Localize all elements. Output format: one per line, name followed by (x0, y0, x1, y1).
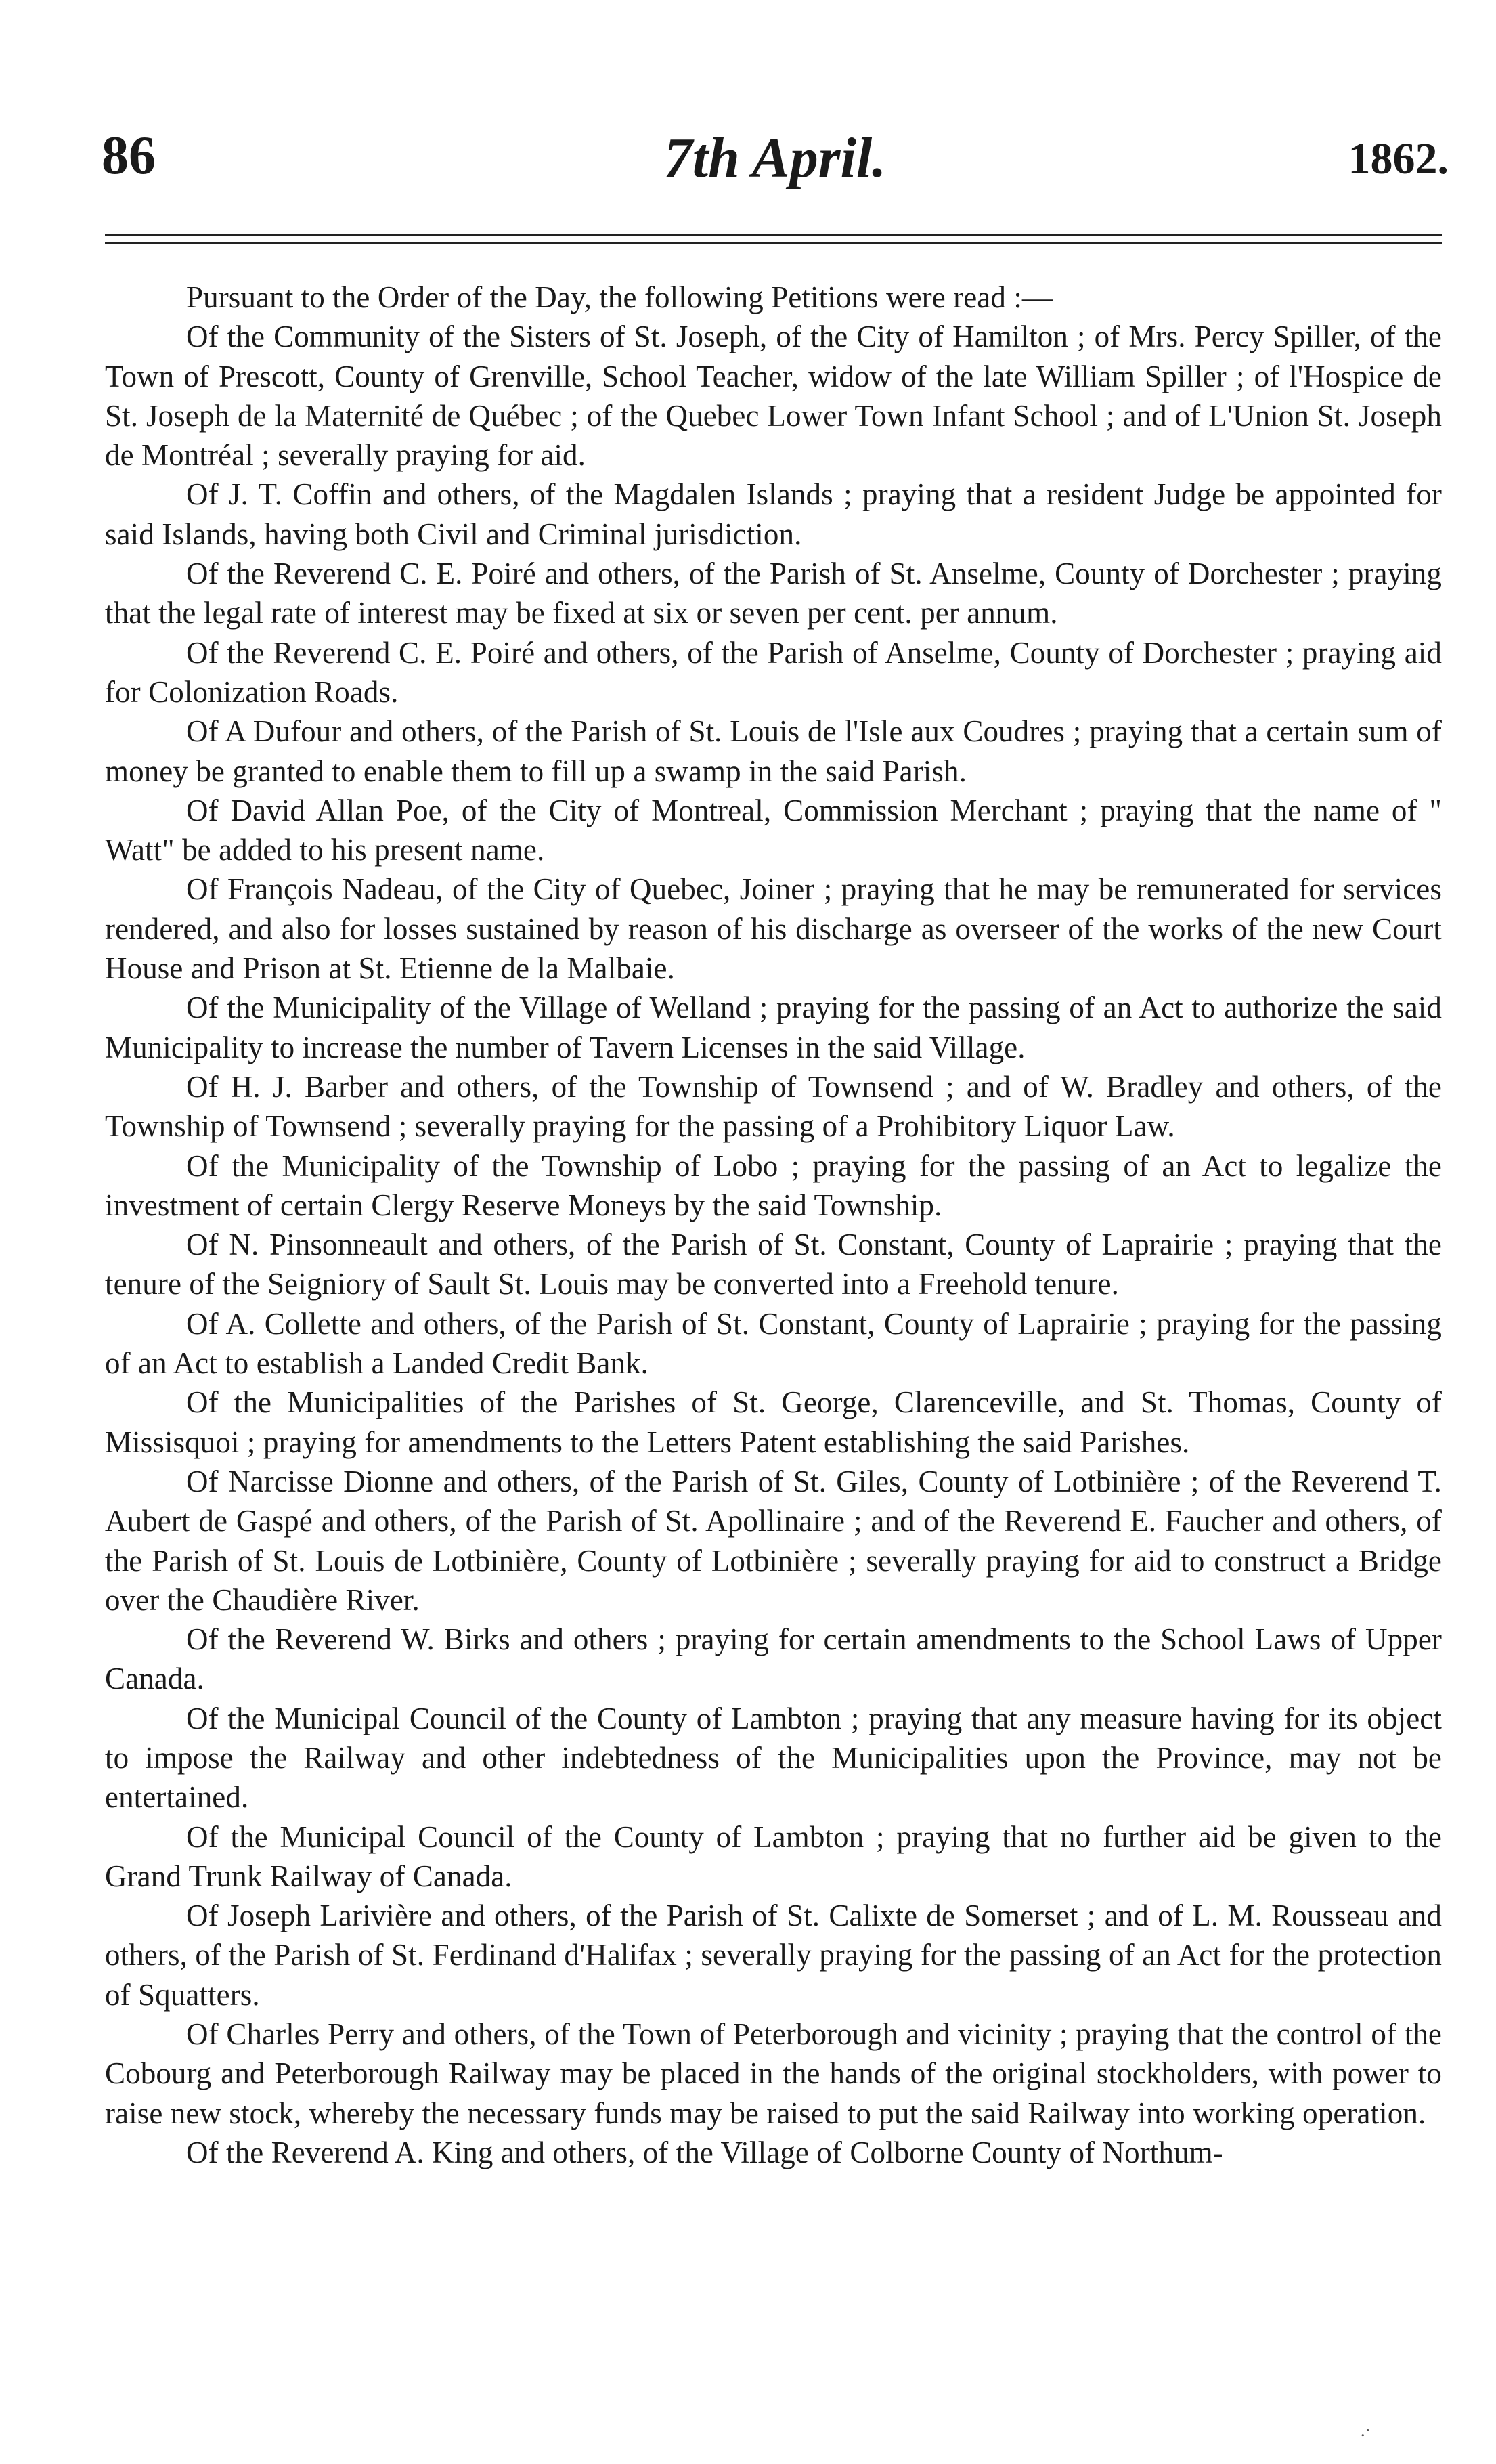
petition-paragraph: Of the Reverend C. E. Poiré and others, of the Parish of St. Anselme, County of Dorchester ; praying that the legal rate of interest may be fixed at six or seven per cent. per annum. (105, 557, 1442, 630)
petition-paragraph: Of Joseph Larivière and others, of the Parish of St. Calixte de Somerset ; and of L. M. Rousseau and others, of the Parish of St. Ferdinand d'Halifax ; severally praying for the passing of an Act for the protection of Squatters. (105, 1899, 1442, 2012)
page-header (102, 125, 1449, 200)
petition-paragraph: Of the Municipalities of the Parishes of St. George, Clarenceville, and St. Thomas, County of Missisquoi ; praying for amendments to the Letters Patent establishing the said Parishes. (105, 1385, 1442, 1459)
petition-paragraph: Of J. T. Coffin and others, of the Magdalen Islands ; praying that a resident Judge be appointed for said Islands, having both Civil and Criminal jurisdiction. (105, 477, 1442, 551)
printer-mark: .· (1361, 2421, 1371, 2440)
petition-paragraph: Of François Nadeau, of the City of Quebec, Joiner ; praying that he may be remunerated for services rendered, and also for losses sustained by reason of his discharge as overseer of the works of the new Court House and Prison at St. Etienne de la Malbaie. (105, 872, 1442, 986)
petition-paragraph: Of A Dufour and others, of the Parish of St. Louis de l'Isle aux Coudres ; praying that a certain sum of money be granted to enable them to fill up a swamp in the said Parish. (105, 714, 1442, 788)
petition-paragraph: Of the Reverend W. Birks and others ; praying for certain amendments to the School Laws of Upper Canada. (105, 1622, 1442, 1696)
petition-paragraph: Of the Reverend A. King and others, of the Village of Colborne County of Northum- (186, 2135, 1223, 2169)
petition-paragraph: Of H. J. Barber and others, of the Township of Townsend ; and of W. Bradley and others, of the Township of Townsend ; severally praying for the passing of a Prohibitory Liquor Law. (105, 1069, 1442, 1144)
petition-paragraph: Of A. Collette and others, of the Parish of St. Constant, County of Laprairie ; praying for the passing of an Act to establish a Landed Credit Bank. (105, 1306, 1442, 1381)
petition-paragraph: Of the Community of the Sisters of St. Joseph, of the City of Hamilton ; of Mrs. Percy Spiller, of the Town of Prescott, County of Grenville, School Teacher, widow of the late William Spiller ; of l'Hospice de St. Joseph de la Maternité de Québec ; of the Quebec Lower Town Infant School ; and of L'Union St. Joseph de Montréal ; severally praying for aid. (105, 320, 1442, 473)
journal-date: 7th April. (663, 127, 887, 190)
paragraph-intro: Pursuant to the Order of the Day, the following Petitions were read :— (186, 280, 1053, 314)
petition-paragraph: Of the Reverend C. E. Poiré and others, of the Parish of Anselme, County of Dorchester ; praying aid for Colonization Roads. (105, 635, 1442, 709)
petition-paragraph: Of the Municipal Council of the County of Lambton ; praying that any measure having for its object to impose the Railway and other indebtedness of the Municipalities upon the Province, may not be entertained. (105, 1701, 1442, 1815)
petition-paragraph: Of Charles Perry and others, of the Town of Peterborough and vicinity ; praying that the control of the Cobourg and Peterborough Railway may be placed in the hands of the original stockholders, with power to raise new stock, whereby the necessary funds may be raised to put the said Railway into working operation. (105, 2017, 1442, 2130)
header-rule-bottom (105, 242, 1442, 244)
journal-year: 1862. (1348, 134, 1449, 183)
petition-paragraph: Of Narcisse Dionne and others, of the Parish of St. Giles, County of Lotbinière ; of the Reverend T. Aubert de Gaspé and others, of the Parish of St. Apollinaire ; and of the Reverend E. Faucher and others, of the Parish of St. Louis de Lotbinière, County of Lotbinière ; severally praying for aid to construct a Bridge over the Chaudière River. (105, 1464, 1442, 1617)
petition-paragraph: Of the Municipal Council of the County of Lambton ; praying that no further aid be given to the Grand Trunk Railway of Canada. (105, 1819, 1442, 1893)
petition-paragraph: Of the Municipality of the Township of Lobo ; praying for the passing of an Act to legalize the investment of certain Clergy Reserve Moneys by the said Township. (105, 1148, 1442, 1222)
petition-paragraph: Of N. Pinsonneault and others, of the Parish of St. Constant, County of Laprairie ; praying that the tenure of the Seigniory of Sault St. Louis may be converted into a Freehold tenure. (105, 1228, 1442, 1301)
petition-paragraph: Of David Allan Poe, of the City of Montreal, Commission Merchant ; praying that the name of " Watt" be added to his present name. (105, 793, 1442, 867)
header-rule-top (105, 234, 1442, 236)
petitions-text (105, 278, 1442, 2172)
page-number: 86 (102, 126, 156, 186)
petition-paragraph: Of the Municipality of the Village of Welland ; praying for the passing of an Act to authorize the said Municipality to increase the number of Tavern Licenses in the said Village. (105, 991, 1442, 1064)
